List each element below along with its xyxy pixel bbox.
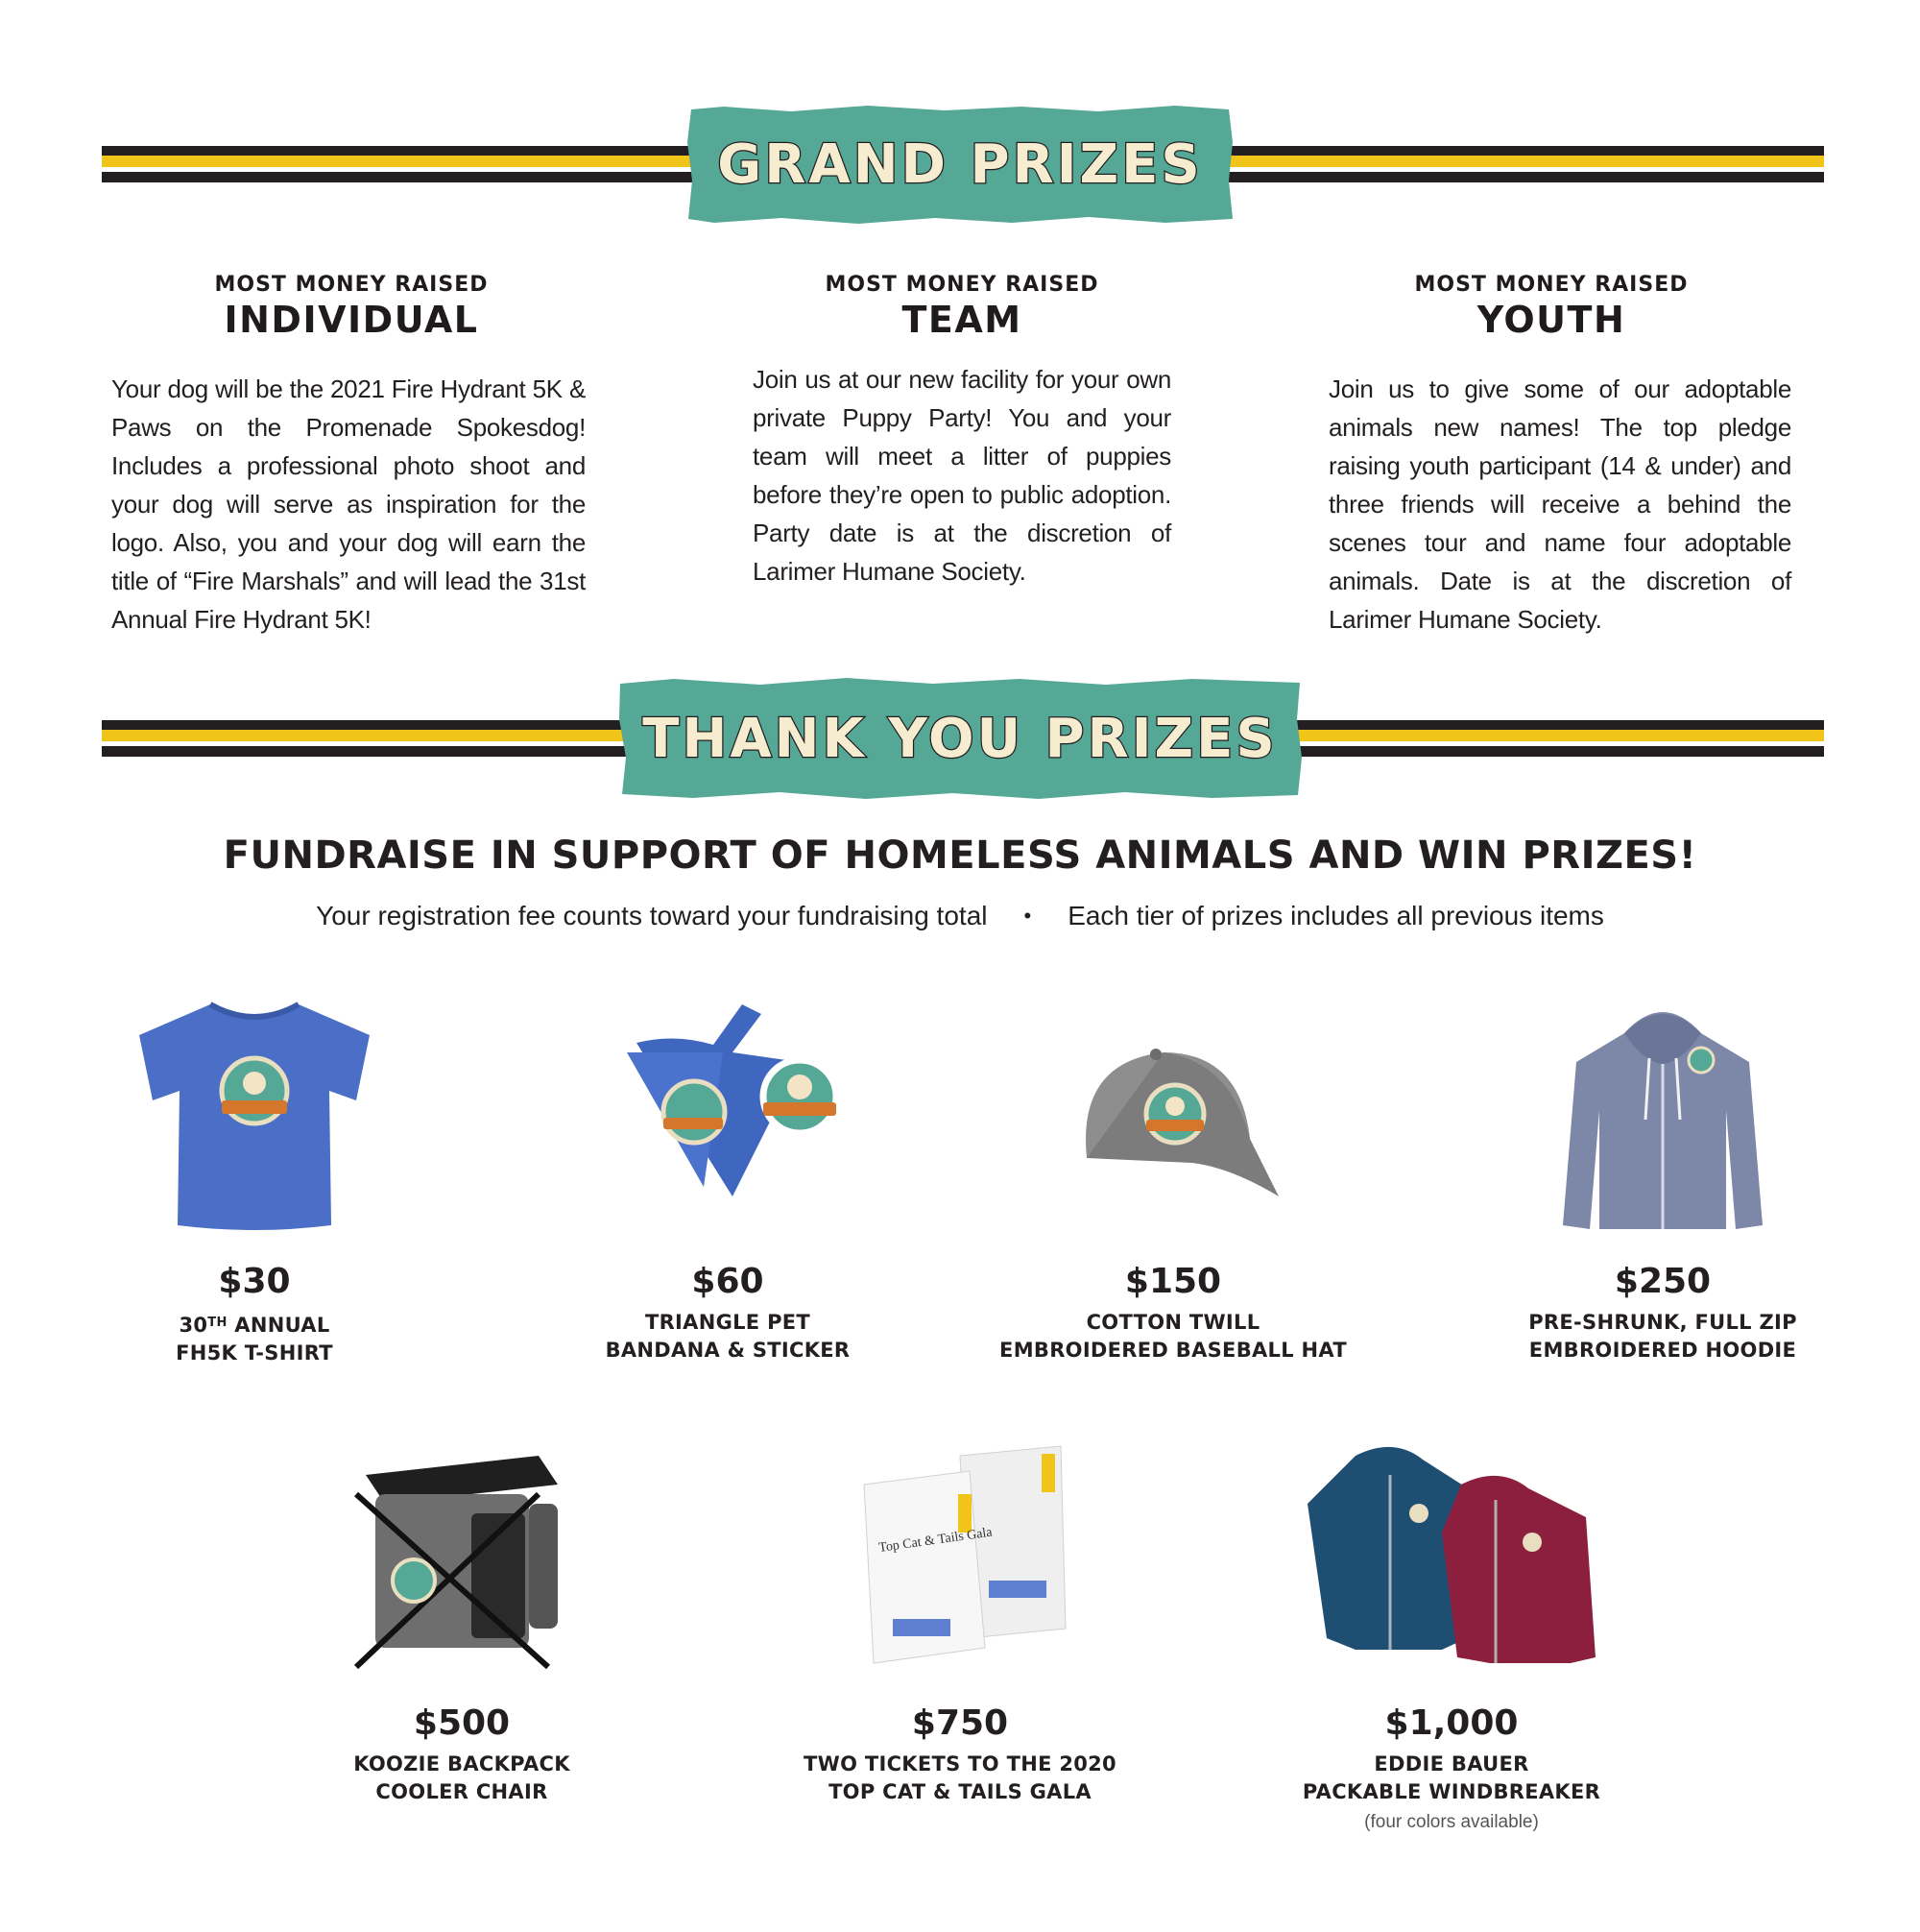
tier-item-line1: EDDIE BAUER: [1374, 1752, 1529, 1775]
gala-tickets-icon: [845, 1437, 1075, 1677]
tier-item-line2: EMBROIDERED HOODIE: [1528, 1339, 1797, 1362]
baseball-hat-icon: [1048, 995, 1298, 1235]
grand-prize-category: INDIVIDUAL: [224, 299, 479, 341]
thank-you-prizes-banner: [616, 676, 1304, 801]
tier-color-note: (four colors available): [1364, 1812, 1539, 1832]
tier-item-line2: TOP CAT & TAILS GALA: [828, 1780, 1092, 1803]
fundraise-headline: FUNDRAISE IN SUPPORT OF HOMELESS ANIMALS AND WIN PRIZES!: [223, 833, 1697, 878]
tier-price: $30: [218, 1262, 291, 1301]
tier-item-line1: 30TH ANNUAL: [179, 1314, 330, 1337]
hoodie-icon: [1557, 995, 1768, 1235]
tier-item-line2: BANDANA & STICKER: [605, 1339, 851, 1362]
grand-prize-description: Your dog will be the 2021 Fire Hydrant 5K & Paws on the Promenade Spokesdog! Includes a professional photo shoot and your dog will serve as inspiration for the logo. Also, you and your dog will earn the title of “Fire Marshals” and will lead the 31st Annual Fire Hydrant 5K!: [111, 374, 586, 634]
tier-1000: [1250, 1437, 1653, 1833]
grand-prize-category: TEAM: [901, 299, 1022, 341]
grand-prize-description: Join us at our new facility for your own private Puppy Party! You and your team will meet a litter of puppies before they’re open to public adoption. Party date is at the discretion of Larimer Humane Society.: [753, 365, 1171, 586]
grand-prize-youth: [1311, 273, 1791, 639]
tier-60: [526, 995, 929, 1364]
tier-item-line2: EMBROIDERED BASEBALL HAT: [999, 1339, 1347, 1362]
tier-price: $500: [413, 1703, 511, 1743]
tier-150: [972, 995, 1375, 1364]
fundraise-subline: [0, 901, 1920, 931]
tier-item-line1: TRIANGLE PET: [644, 1311, 811, 1334]
grand-prize-description: Join us to give some of our adoptable animals new names! The top pledge raising youth participant (14 & under) and three friends will receive a behind the scenes tour and name four adoptable animals. Date is at the discretion of Larimer Humane Society.: [1329, 374, 1791, 634]
tier-price: $750: [911, 1703, 1009, 1743]
tier-note: Each tier of prizes includes all previous items: [1068, 901, 1604, 930]
grand-prize-team: [722, 273, 1202, 591]
backpack-chair-icon: [347, 1437, 577, 1677]
tier-item-line2: FH5K T-SHIRT: [176, 1341, 333, 1364]
grand-prizes-title: GRAND PRIZES: [717, 133, 1203, 196]
tier-item-line1: TWO TICKETS TO THE 2020: [804, 1752, 1116, 1775]
thank-you-prizes-title: THANK YOU PRIZES: [642, 707, 1278, 770]
tier-30: [53, 995, 456, 1367]
ticket-text: Top Cat & Tails Gala: [877, 1525, 994, 1556]
grand-prize-kicker: MOST MONEY RAISED: [1414, 273, 1689, 297]
tier-item-line1: KOOZIE BACKPACK: [353, 1752, 570, 1775]
separator-bullet: •: [1023, 904, 1032, 928]
tier-item-line1: COTTON TWILL: [1086, 1311, 1260, 1334]
registration-note: Your registration fee counts toward your fundraising total: [316, 901, 988, 930]
bandana-icon: [598, 995, 857, 1235]
tier-item-line2: COOLER CHAIR: [375, 1780, 548, 1803]
grand-prize-kicker: MOST MONEY RAISED: [214, 273, 489, 297]
tier-item-line2: PACKABLE WINDBREAKER: [1302, 1780, 1601, 1803]
grand-prize-kicker: MOST MONEY RAISED: [825, 273, 1099, 297]
grand-prizes-banner: [685, 104, 1235, 225]
tier-750: [758, 1437, 1162, 1806]
grand-prize-category: YOUTH: [1476, 299, 1626, 341]
tier-price: $1,000: [1384, 1703, 1519, 1743]
grand-prize-individual: [111, 273, 591, 639]
t-shirt-icon: [130, 995, 379, 1235]
windbreaker-icon: [1298, 1437, 1605, 1677]
tier-500: [260, 1437, 663, 1806]
tier-price: $250: [1614, 1262, 1712, 1301]
tier-price: $150: [1124, 1262, 1222, 1301]
tier-item-line1: PRE-SHRUNK, FULL ZIP: [1528, 1311, 1797, 1334]
tier-price: $60: [691, 1262, 764, 1301]
tier-250: [1461, 995, 1864, 1364]
